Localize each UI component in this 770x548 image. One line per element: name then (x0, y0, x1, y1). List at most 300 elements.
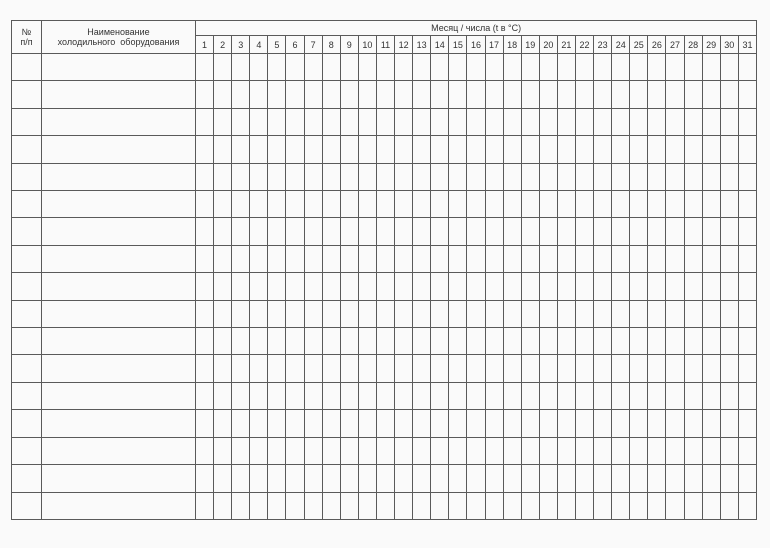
temperature-cell[interactable] (376, 382, 394, 409)
temperature-cell[interactable] (322, 300, 340, 327)
temperature-cell[interactable] (612, 382, 630, 409)
temperature-cell[interactable] (684, 54, 702, 81)
temperature-cell[interactable] (594, 245, 612, 272)
temperature-cell[interactable] (268, 465, 286, 492)
temperature-cell[interactable] (268, 108, 286, 135)
temperature-cell[interactable] (612, 136, 630, 163)
temperature-cell[interactable] (503, 437, 521, 464)
temperature-cell[interactable] (449, 492, 467, 520)
temperature-cell[interactable] (395, 492, 413, 520)
temperature-cell[interactable] (304, 108, 322, 135)
temperature-cell[interactable] (666, 355, 684, 382)
temperature-cell[interactable] (214, 328, 232, 355)
equipment-name-cell[interactable] (42, 245, 196, 272)
temperature-cell[interactable] (630, 410, 648, 437)
temperature-cell[interactable] (413, 437, 431, 464)
temperature-cell[interactable] (286, 191, 304, 218)
temperature-cell[interactable] (575, 355, 593, 382)
temperature-cell[interactable] (340, 465, 358, 492)
temperature-cell[interactable] (214, 273, 232, 300)
temperature-cell[interactable] (431, 328, 449, 355)
temperature-cell[interactable] (449, 273, 467, 300)
temperature-cell[interactable] (431, 54, 449, 81)
temperature-cell[interactable] (485, 382, 503, 409)
temperature-cell[interactable] (358, 218, 376, 245)
temperature-cell[interactable] (196, 108, 214, 135)
temperature-cell[interactable] (648, 355, 666, 382)
temperature-cell[interactable] (449, 382, 467, 409)
temperature-cell[interactable] (467, 273, 485, 300)
row-number-cell[interactable] (12, 300, 42, 327)
temperature-cell[interactable] (485, 245, 503, 272)
row-number-cell[interactable] (12, 465, 42, 492)
temperature-cell[interactable] (539, 328, 557, 355)
temperature-cell[interactable] (612, 81, 630, 108)
temperature-cell[interactable] (250, 437, 268, 464)
temperature-cell[interactable] (322, 465, 340, 492)
temperature-cell[interactable] (467, 218, 485, 245)
temperature-cell[interactable] (738, 191, 757, 218)
temperature-cell[interactable] (666, 300, 684, 327)
temperature-cell[interactable] (268, 437, 286, 464)
temperature-cell[interactable] (250, 410, 268, 437)
temperature-cell[interactable] (557, 382, 575, 409)
temperature-cell[interactable] (449, 300, 467, 327)
temperature-cell[interactable] (286, 328, 304, 355)
temperature-cell[interactable] (630, 54, 648, 81)
temperature-cell[interactable] (376, 492, 394, 520)
temperature-cell[interactable] (268, 328, 286, 355)
equipment-name-cell[interactable] (42, 218, 196, 245)
temperature-cell[interactable] (413, 191, 431, 218)
temperature-cell[interactable] (738, 328, 757, 355)
temperature-cell[interactable] (684, 300, 702, 327)
temperature-cell[interactable] (738, 108, 757, 135)
temperature-cell[interactable] (684, 410, 702, 437)
temperature-cell[interactable] (738, 437, 757, 464)
temperature-cell[interactable] (539, 382, 557, 409)
temperature-cell[interactable] (720, 54, 738, 81)
temperature-cell[interactable] (666, 492, 684, 520)
temperature-cell[interactable] (666, 136, 684, 163)
temperature-cell[interactable] (612, 163, 630, 190)
temperature-cell[interactable] (340, 191, 358, 218)
temperature-cell[interactable] (358, 191, 376, 218)
temperature-cell[interactable] (449, 355, 467, 382)
temperature-cell[interactable] (214, 492, 232, 520)
temperature-cell[interactable] (702, 300, 720, 327)
temperature-cell[interactable] (268, 163, 286, 190)
temperature-cell[interactable] (196, 410, 214, 437)
temperature-cell[interactable] (684, 81, 702, 108)
temperature-cell[interactable] (666, 108, 684, 135)
temperature-cell[interactable] (214, 437, 232, 464)
temperature-cell[interactable] (431, 355, 449, 382)
temperature-cell[interactable] (395, 328, 413, 355)
temperature-cell[interactable] (521, 81, 539, 108)
temperature-cell[interactable] (358, 163, 376, 190)
temperature-cell[interactable] (340, 81, 358, 108)
temperature-cell[interactable] (738, 136, 757, 163)
temperature-cell[interactable] (340, 273, 358, 300)
temperature-cell[interactable] (503, 355, 521, 382)
temperature-cell[interactable] (557, 465, 575, 492)
temperature-cell[interactable] (738, 300, 757, 327)
equipment-name-cell[interactable] (42, 410, 196, 437)
temperature-cell[interactable] (539, 245, 557, 272)
temperature-cell[interactable] (232, 136, 250, 163)
temperature-cell[interactable] (612, 492, 630, 520)
temperature-cell[interactable] (322, 273, 340, 300)
temperature-cell[interactable] (485, 273, 503, 300)
temperature-cell[interactable] (322, 245, 340, 272)
temperature-cell[interactable] (720, 328, 738, 355)
temperature-cell[interactable] (720, 382, 738, 409)
temperature-cell[interactable] (358, 410, 376, 437)
temperature-cell[interactable] (557, 355, 575, 382)
temperature-cell[interactable] (449, 108, 467, 135)
temperature-cell[interactable] (467, 437, 485, 464)
equipment-name-cell[interactable] (42, 163, 196, 190)
temperature-cell[interactable] (612, 300, 630, 327)
temperature-cell[interactable] (413, 492, 431, 520)
temperature-cell[interactable] (720, 410, 738, 437)
temperature-cell[interactable] (196, 191, 214, 218)
temperature-cell[interactable] (322, 136, 340, 163)
row-number-cell[interactable] (12, 273, 42, 300)
temperature-cell[interactable] (431, 163, 449, 190)
temperature-cell[interactable] (467, 81, 485, 108)
row-number-cell[interactable] (12, 218, 42, 245)
temperature-cell[interactable] (431, 437, 449, 464)
row-number-cell[interactable] (12, 382, 42, 409)
temperature-cell[interactable] (557, 300, 575, 327)
temperature-cell[interactable] (232, 191, 250, 218)
temperature-cell[interactable] (376, 245, 394, 272)
temperature-cell[interactable] (594, 300, 612, 327)
temperature-cell[interactable] (666, 245, 684, 272)
temperature-cell[interactable] (232, 382, 250, 409)
temperature-cell[interactable] (395, 465, 413, 492)
temperature-cell[interactable] (485, 328, 503, 355)
row-number-cell[interactable] (12, 410, 42, 437)
row-number-cell[interactable] (12, 437, 42, 464)
equipment-name-cell[interactable] (42, 108, 196, 135)
temperature-cell[interactable] (630, 465, 648, 492)
temperature-cell[interactable] (684, 218, 702, 245)
temperature-cell[interactable] (196, 273, 214, 300)
temperature-cell[interactable] (594, 273, 612, 300)
temperature-cell[interactable] (304, 410, 322, 437)
temperature-cell[interactable] (485, 54, 503, 81)
temperature-cell[interactable] (521, 465, 539, 492)
temperature-cell[interactable] (196, 81, 214, 108)
temperature-cell[interactable] (575, 410, 593, 437)
temperature-cell[interactable] (521, 108, 539, 135)
temperature-cell[interactable] (612, 245, 630, 272)
temperature-cell[interactable] (648, 81, 666, 108)
temperature-cell[interactable] (395, 355, 413, 382)
temperature-cell[interactable] (286, 218, 304, 245)
temperature-cell[interactable] (594, 437, 612, 464)
temperature-cell[interactable] (304, 218, 322, 245)
temperature-cell[interactable] (630, 273, 648, 300)
temperature-cell[interactable] (738, 163, 757, 190)
temperature-cell[interactable] (648, 245, 666, 272)
temperature-cell[interactable] (666, 218, 684, 245)
temperature-cell[interactable] (684, 437, 702, 464)
temperature-cell[interactable] (340, 163, 358, 190)
temperature-cell[interactable] (250, 191, 268, 218)
temperature-cell[interactable] (304, 81, 322, 108)
temperature-cell[interactable] (594, 191, 612, 218)
temperature-cell[interactable] (666, 81, 684, 108)
row-number-cell[interactable] (12, 355, 42, 382)
temperature-cell[interactable] (521, 328, 539, 355)
temperature-cell[interactable] (358, 245, 376, 272)
temperature-cell[interactable] (376, 355, 394, 382)
temperature-cell[interactable] (196, 54, 214, 81)
temperature-cell[interactable] (720, 465, 738, 492)
temperature-cell[interactable] (376, 437, 394, 464)
temperature-cell[interactable] (684, 273, 702, 300)
temperature-cell[interactable] (268, 54, 286, 81)
temperature-cell[interactable] (250, 54, 268, 81)
temperature-cell[interactable] (376, 108, 394, 135)
temperature-cell[interactable] (702, 410, 720, 437)
temperature-cell[interactable] (738, 54, 757, 81)
temperature-cell[interactable] (395, 54, 413, 81)
temperature-cell[interactable] (648, 492, 666, 520)
temperature-cell[interactable] (666, 273, 684, 300)
temperature-cell[interactable] (304, 245, 322, 272)
temperature-cell[interactable] (521, 245, 539, 272)
temperature-cell[interactable] (539, 218, 557, 245)
temperature-cell[interactable] (358, 382, 376, 409)
temperature-cell[interactable] (630, 355, 648, 382)
temperature-cell[interactable] (322, 328, 340, 355)
temperature-cell[interactable] (250, 328, 268, 355)
temperature-cell[interactable] (340, 328, 358, 355)
temperature-cell[interactable] (250, 245, 268, 272)
temperature-cell[interactable] (196, 163, 214, 190)
temperature-cell[interactable] (503, 300, 521, 327)
row-number-cell[interactable] (12, 328, 42, 355)
temperature-cell[interactable] (485, 191, 503, 218)
temperature-cell[interactable] (630, 300, 648, 327)
temperature-cell[interactable] (738, 81, 757, 108)
temperature-cell[interactable] (358, 54, 376, 81)
temperature-cell[interactable] (449, 81, 467, 108)
temperature-cell[interactable] (648, 410, 666, 437)
temperature-cell[interactable] (196, 328, 214, 355)
temperature-cell[interactable] (738, 465, 757, 492)
temperature-cell[interactable] (214, 191, 232, 218)
temperature-cell[interactable] (612, 437, 630, 464)
temperature-cell[interactable] (431, 245, 449, 272)
temperature-cell[interactable] (322, 492, 340, 520)
temperature-cell[interactable] (449, 218, 467, 245)
temperature-cell[interactable] (720, 81, 738, 108)
temperature-cell[interactable] (720, 355, 738, 382)
temperature-cell[interactable] (395, 81, 413, 108)
temperature-cell[interactable] (250, 273, 268, 300)
temperature-cell[interactable] (575, 54, 593, 81)
row-number-cell[interactable] (12, 54, 42, 81)
temperature-cell[interactable] (684, 163, 702, 190)
temperature-cell[interactable] (575, 218, 593, 245)
temperature-cell[interactable] (648, 465, 666, 492)
temperature-cell[interactable] (521, 54, 539, 81)
equipment-name-cell[interactable] (42, 492, 196, 520)
temperature-cell[interactable] (666, 163, 684, 190)
temperature-cell[interactable] (557, 108, 575, 135)
temperature-cell[interactable] (594, 163, 612, 190)
temperature-cell[interactable] (268, 300, 286, 327)
temperature-cell[interactable] (702, 355, 720, 382)
temperature-cell[interactable] (304, 465, 322, 492)
temperature-cell[interactable] (322, 163, 340, 190)
temperature-cell[interactable] (196, 437, 214, 464)
temperature-cell[interactable] (503, 382, 521, 409)
temperature-cell[interactable] (232, 328, 250, 355)
temperature-cell[interactable] (594, 136, 612, 163)
temperature-cell[interactable] (413, 300, 431, 327)
temperature-cell[interactable] (539, 465, 557, 492)
temperature-cell[interactable] (503, 81, 521, 108)
temperature-cell[interactable] (702, 108, 720, 135)
temperature-cell[interactable] (539, 136, 557, 163)
temperature-cell[interactable] (630, 437, 648, 464)
temperature-cell[interactable] (232, 218, 250, 245)
temperature-cell[interactable] (449, 191, 467, 218)
temperature-cell[interactable] (358, 465, 376, 492)
row-number-cell[interactable] (12, 163, 42, 190)
temperature-cell[interactable] (557, 218, 575, 245)
temperature-cell[interactable] (268, 218, 286, 245)
temperature-cell[interactable] (232, 108, 250, 135)
temperature-cell[interactable] (575, 382, 593, 409)
temperature-cell[interactable] (612, 465, 630, 492)
temperature-cell[interactable] (340, 382, 358, 409)
equipment-name-cell[interactable] (42, 465, 196, 492)
temperature-cell[interactable] (738, 218, 757, 245)
temperature-cell[interactable] (413, 54, 431, 81)
equipment-name-cell[interactable] (42, 382, 196, 409)
temperature-cell[interactable] (395, 163, 413, 190)
temperature-cell[interactable] (557, 136, 575, 163)
temperature-cell[interactable] (376, 163, 394, 190)
temperature-cell[interactable] (666, 191, 684, 218)
temperature-cell[interactable] (431, 465, 449, 492)
temperature-cell[interactable] (666, 382, 684, 409)
temperature-cell[interactable] (232, 163, 250, 190)
temperature-cell[interactable] (340, 136, 358, 163)
temperature-cell[interactable] (322, 81, 340, 108)
temperature-cell[interactable] (214, 163, 232, 190)
temperature-cell[interactable] (232, 81, 250, 108)
temperature-cell[interactable] (322, 218, 340, 245)
temperature-cell[interactable] (340, 54, 358, 81)
temperature-cell[interactable] (322, 191, 340, 218)
temperature-cell[interactable] (214, 81, 232, 108)
temperature-cell[interactable] (557, 245, 575, 272)
temperature-cell[interactable] (286, 382, 304, 409)
temperature-cell[interactable] (413, 465, 431, 492)
temperature-cell[interactable] (413, 81, 431, 108)
temperature-cell[interactable] (304, 54, 322, 81)
temperature-cell[interactable] (358, 437, 376, 464)
temperature-cell[interactable] (539, 191, 557, 218)
temperature-cell[interactable] (648, 163, 666, 190)
temperature-cell[interactable] (286, 492, 304, 520)
temperature-cell[interactable] (449, 465, 467, 492)
temperature-cell[interactable] (304, 136, 322, 163)
temperature-cell[interactable] (575, 328, 593, 355)
temperature-cell[interactable] (376, 54, 394, 81)
temperature-cell[interactable] (232, 465, 250, 492)
temperature-cell[interactable] (557, 410, 575, 437)
temperature-cell[interactable] (358, 300, 376, 327)
temperature-cell[interactable] (539, 355, 557, 382)
temperature-cell[interactable] (196, 136, 214, 163)
temperature-cell[interactable] (250, 355, 268, 382)
temperature-cell[interactable] (630, 218, 648, 245)
temperature-cell[interactable] (358, 81, 376, 108)
temperature-cell[interactable] (431, 410, 449, 437)
temperature-cell[interactable] (720, 245, 738, 272)
temperature-cell[interactable] (503, 492, 521, 520)
temperature-cell[interactable] (268, 245, 286, 272)
temperature-cell[interactable] (612, 108, 630, 135)
temperature-cell[interactable] (322, 54, 340, 81)
temperature-cell[interactable] (575, 108, 593, 135)
row-number-cell[interactable] (12, 108, 42, 135)
temperature-cell[interactable] (503, 465, 521, 492)
temperature-cell[interactable] (340, 492, 358, 520)
temperature-cell[interactable] (702, 54, 720, 81)
temperature-cell[interactable] (214, 245, 232, 272)
temperature-cell[interactable] (395, 108, 413, 135)
temperature-cell[interactable] (684, 355, 702, 382)
temperature-cell[interactable] (485, 218, 503, 245)
temperature-cell[interactable] (286, 245, 304, 272)
temperature-cell[interactable] (539, 54, 557, 81)
temperature-cell[interactable] (214, 300, 232, 327)
temperature-cell[interactable] (594, 81, 612, 108)
temperature-cell[interactable] (539, 163, 557, 190)
temperature-cell[interactable] (449, 136, 467, 163)
temperature-cell[interactable] (557, 437, 575, 464)
temperature-cell[interactable] (485, 437, 503, 464)
row-number-cell[interactable] (12, 136, 42, 163)
temperature-cell[interactable] (286, 355, 304, 382)
temperature-cell[interactable] (720, 492, 738, 520)
temperature-cell[interactable] (268, 355, 286, 382)
temperature-cell[interactable] (575, 136, 593, 163)
temperature-cell[interactable] (648, 328, 666, 355)
temperature-cell[interactable] (413, 163, 431, 190)
temperature-cell[interactable] (395, 218, 413, 245)
temperature-cell[interactable] (521, 355, 539, 382)
equipment-name-cell[interactable] (42, 81, 196, 108)
temperature-cell[interactable] (286, 437, 304, 464)
temperature-cell[interactable] (575, 81, 593, 108)
temperature-cell[interactable] (503, 163, 521, 190)
temperature-cell[interactable] (413, 136, 431, 163)
temperature-cell[interactable] (521, 163, 539, 190)
temperature-cell[interactable] (376, 328, 394, 355)
